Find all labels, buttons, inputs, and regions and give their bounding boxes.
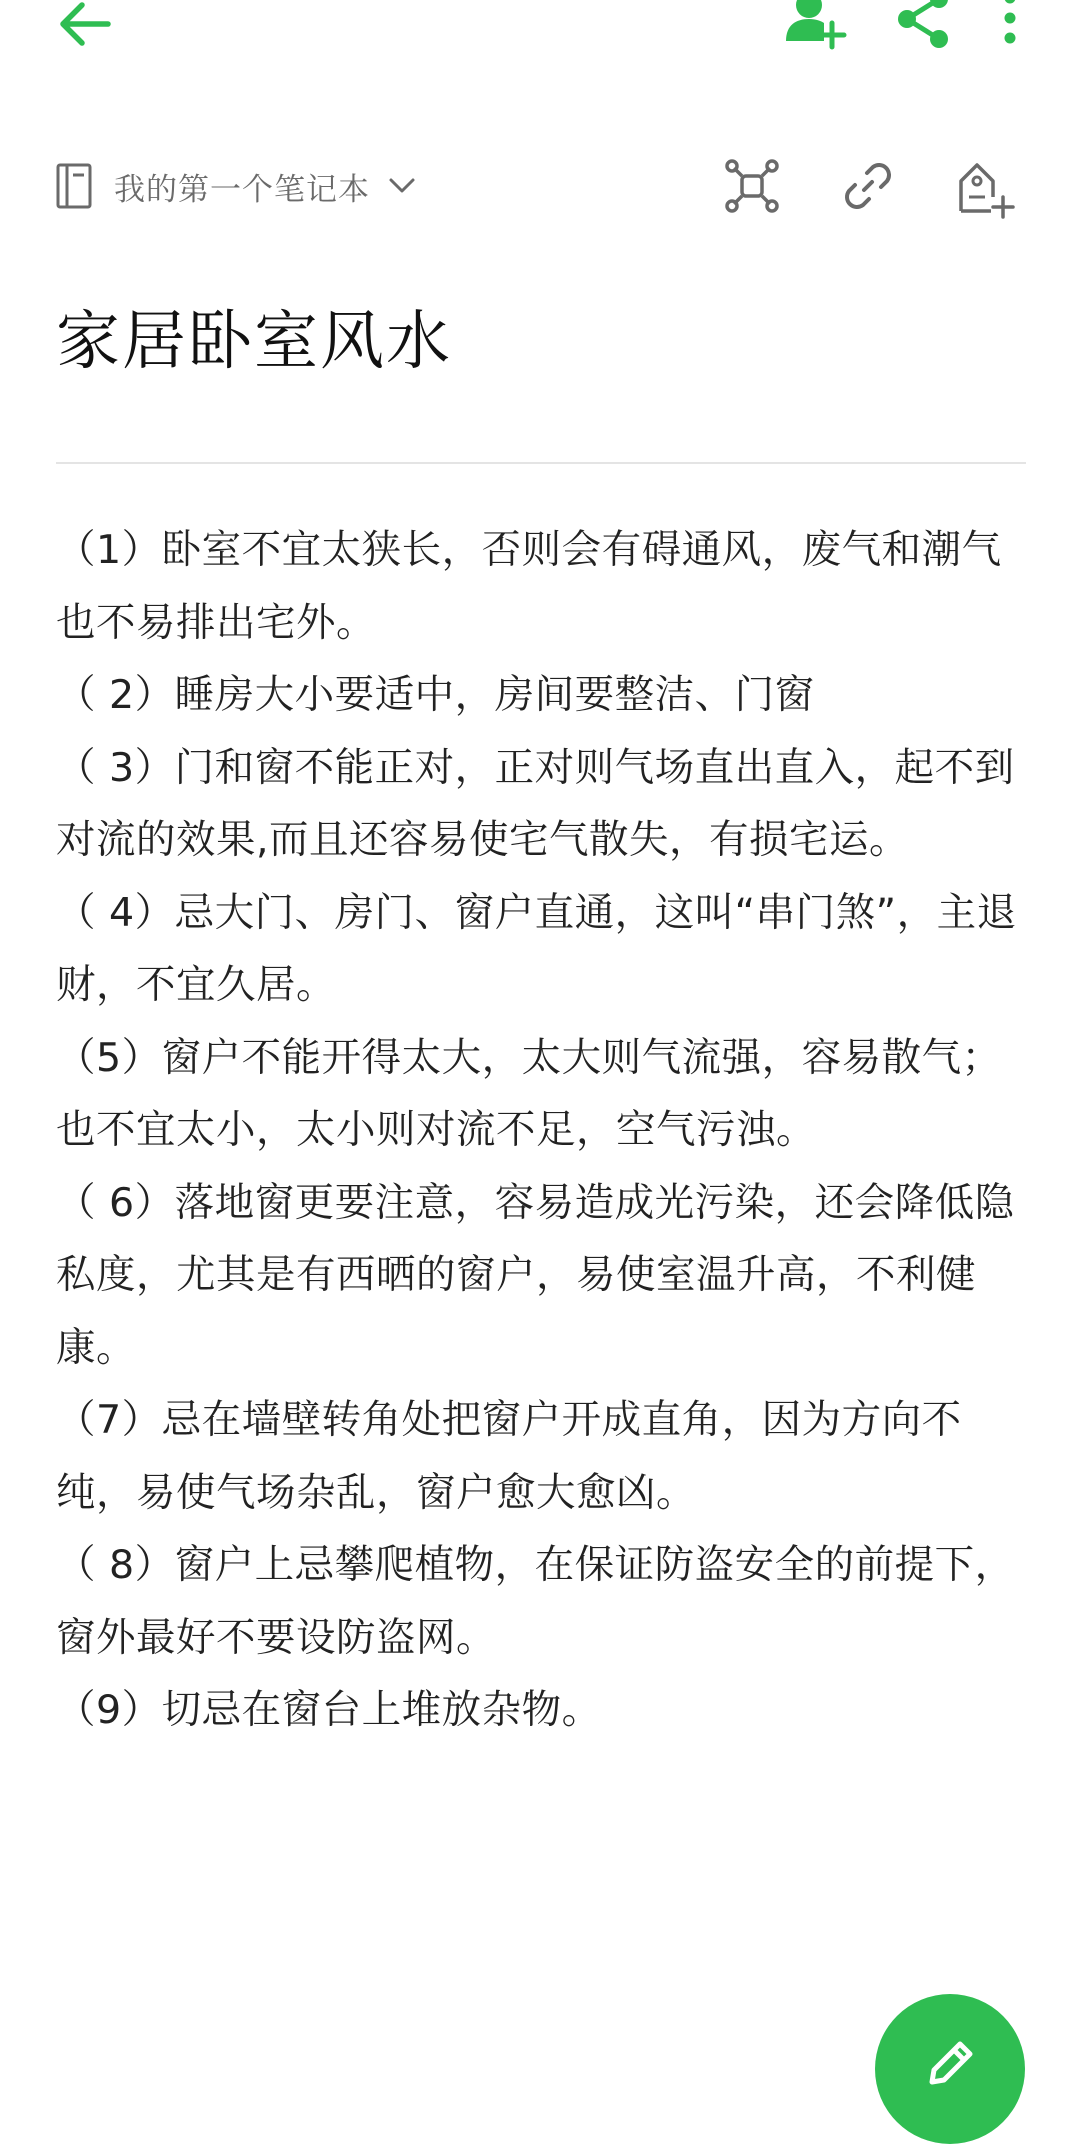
- note-paragraph: （5）窗户不能开得太大，太大则气流强，容易散气；也不宜太小，太小则对流不足，空气污浊。: [56, 1034, 1002, 1153]
- edit-pencil-icon: [920, 2034, 980, 2094]
- note-paragraph: （ 4）忌大门、房门、窗户直通，这叫“串门煞”，主退财，不宜久居。: [56, 889, 1017, 1008]
- add-tag-button[interactable]: [952, 156, 1018, 222]
- note-paragraph: （ 3）门和窗不能正对，正对则气场直出直入，起不到对流的效果,而且还容易使宅气散失，有损宅运。: [56, 744, 1015, 863]
- add-user-icon: [782, 0, 848, 51]
- add-collaborator-button[interactable]: [780, 0, 850, 54]
- note-paragraph: （ 2）睡房大小要适中，房间要整洁、门窗: [56, 672, 815, 718]
- notebook-icon: [56, 163, 92, 209]
- more-vertical-icon: [1003, 0, 1017, 48]
- notebook-selector[interactable]: [56, 158, 416, 214]
- share-button[interactable]: [890, 0, 956, 54]
- more-options-button[interactable]: [990, 0, 1030, 54]
- note-paragraph: （7）忌在墙壁转角处把窗户开成直角，因为方向不纯，易使气场杂乱，窗户愈大愈凶。: [56, 1397, 962, 1516]
- add-tag-icon: [955, 159, 1015, 219]
- arrow-left-icon: [54, 0, 114, 54]
- link-icon: [841, 159, 895, 213]
- note-paragraph: （ 6）落地窗更要注意，容易造成光污染，还会降低隐私度，尤其是有西晒的窗户，易使室温升高，不利健康。: [56, 1179, 1015, 1371]
- link-button[interactable]: [838, 156, 898, 216]
- note-body[interactable]: [56, 514, 1028, 1747]
- graph-icon: [724, 158, 780, 214]
- mind-map-button[interactable]: [722, 156, 782, 216]
- note-paragraph: （1）卧室不宜太狭长，否则会有碍通风，废气和潮气也不易排出宅外。: [56, 527, 1002, 646]
- note-paragraph: （ 8）窗户上忌攀爬植物，在保证防盗安全的前提下，窗外最好不要设防盗网。: [56, 1542, 1015, 1661]
- top-toolbar: [0, 0, 1080, 80]
- back-button[interactable]: [48, 0, 120, 60]
- edit-button[interactable]: [875, 1994, 1025, 2144]
- title-divider: [56, 462, 1026, 464]
- note-paragraph: （9）切忌在窗台上堆放杂物。: [56, 1687, 602, 1733]
- chevron-down-icon: [388, 176, 416, 196]
- notebook-name: 我的第一个笔记本: [114, 171, 370, 208]
- share-icon: [893, 0, 953, 51]
- note-title[interactable]: 家居卧室风水: [56, 305, 452, 379]
